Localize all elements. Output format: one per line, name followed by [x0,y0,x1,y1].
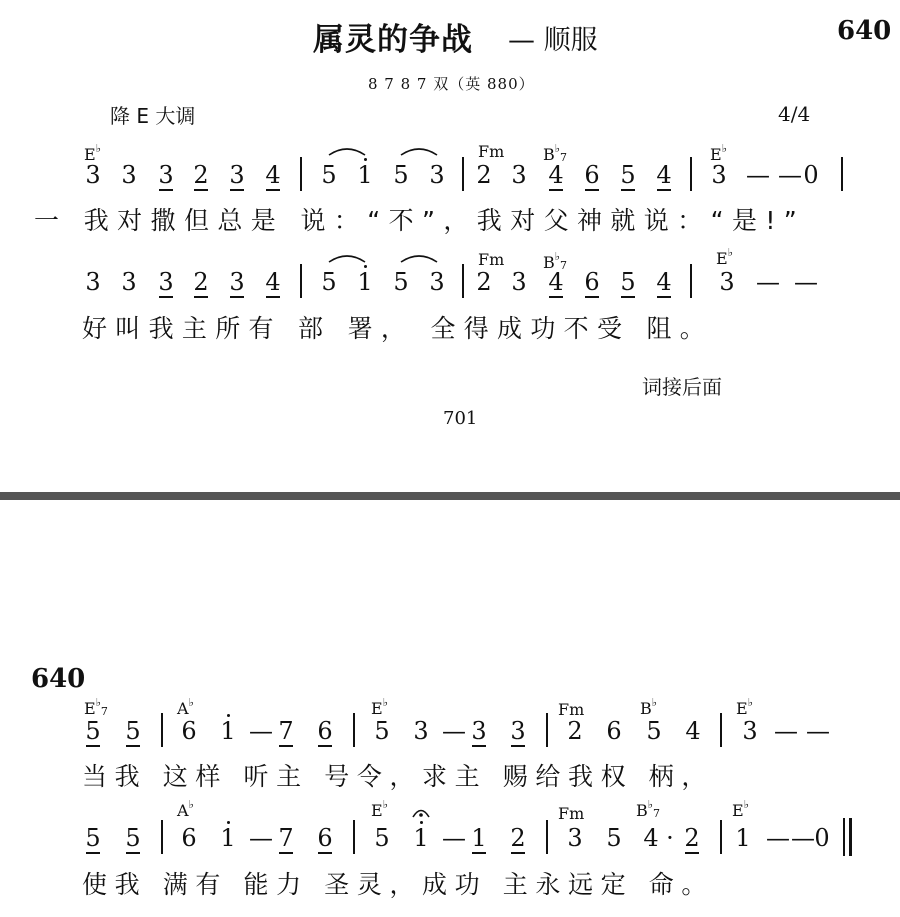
music-note: 3 [229,268,245,296]
music-note: 6 [317,717,333,745]
page-number: 701 [443,408,478,429]
music-note: 3 [158,268,174,296]
bar-line [546,820,548,854]
music-note: 5 [125,824,141,852]
octave-dot [227,714,230,717]
chord-eb: E♭ [736,696,753,718]
chord-eb7: $E^♭_7$ [84,696,108,718]
hymn-number: 640 [837,16,892,46]
music-note: 3 [121,161,137,189]
music-note: 5 [646,717,662,745]
music-note: 4 [265,161,281,189]
music-note: — [249,824,273,852]
music-note: 2 [510,824,526,852]
music-note: 3 [413,717,429,745]
music-note: 2 [193,268,209,296]
music-note: 4 [548,161,564,189]
music-note: 5 [321,161,337,189]
chord-fm: Fm [558,700,585,719]
music-note: 2 [193,161,209,189]
bar-line [300,264,302,298]
music-note: 3 [719,268,735,296]
music-note: 0 [814,824,830,852]
bar-line [546,713,548,747]
music-note: 3 [85,161,101,189]
bar-line [849,818,852,856]
music-note: — [249,717,273,745]
chord-bb7: $B^♭_7$ [543,250,567,272]
music-note: 3 [121,268,137,296]
music-note: 1 [356,163,374,187]
meter: 8 7 8 7 双（英 880） [368,75,535,93]
chord-fm: Fm [478,142,505,161]
fermata-icon [412,806,430,818]
music-note: 3 [742,717,758,745]
bar-line [353,820,355,854]
music-note: 2 [567,717,583,745]
music-note: 4 [685,717,701,745]
octave-dot [420,821,423,824]
music-note: — [766,824,790,852]
continuation-note: 词接后面 [642,375,722,399]
music-note: 5 [374,717,390,745]
chord-fm: Fm [558,804,585,823]
bar-line [720,713,722,747]
lyrics-line: 一 我对撒但总是 说：“不”，我对父神就说：“是!” [34,206,806,235]
hymn-title: 属灵的争战 [313,22,473,58]
music-note: 6 [584,161,600,189]
chord-bb7: $B^♭_7$ [543,142,567,164]
music-note: — [442,717,466,745]
time-signature: 4/4 [778,102,811,126]
music-note: 4 [656,161,672,189]
chord-ab: A♭ [177,696,194,718]
music-note: 0 [803,161,819,189]
chord-bb: B♭ [640,696,657,718]
music-note: 3 [429,161,445,189]
music-note: 6 [584,268,600,296]
bar-line [300,157,302,191]
slur [401,146,437,156]
music-note: — [778,161,802,189]
music-note: 1 [219,719,237,743]
chord-bb7: $B^♭_7$ [636,798,660,820]
music-note: — [746,161,770,189]
music-note: 5 [374,824,390,852]
page-divider [0,492,900,500]
music-note: — [756,268,780,296]
music-note: 5 [85,824,101,852]
music-note: 3 [511,161,527,189]
music-note: 7 [278,824,294,852]
slur [329,253,365,263]
bar-line [841,157,843,191]
music-note: 5 [620,161,636,189]
octave-dot [364,265,367,268]
chord-eb: E♭ [710,142,727,164]
lyrics-line: 好叫我主所有 部 署， 全得成功不受 阻。 [82,314,714,343]
music-note: 3 [471,717,487,745]
bar-line [720,820,722,854]
music-note: 6 [181,824,197,852]
music-note: 7 [278,717,294,745]
bar-line [690,264,692,298]
key-signature: 降 E 大调 [110,104,196,128]
bar-line [353,713,355,747]
bar-line [690,157,692,191]
bar-line [161,713,163,747]
hymn-subtitle: — 顺服 [508,25,598,56]
slur [329,146,365,156]
music-note: — [774,717,798,745]
music-note: 3 [158,161,174,189]
lyrics-line: 使我 满有 能力 圣灵，成功 主永远定 命。 [82,870,714,899]
slur [401,253,437,263]
chord-fm: Fm [478,250,505,269]
music-note: — [442,824,466,852]
bar-line [462,264,464,298]
music-note: 5 [85,717,101,745]
music-note: 4 [265,268,281,296]
octave-dot [227,821,230,824]
music-note: 2 [476,161,492,189]
chord-ab: A♭ [177,798,194,820]
music-note: 4 [656,268,672,296]
music-note: 5 [620,268,636,296]
chord-eb: E♭ [371,696,388,718]
music-note: 3 [567,824,583,852]
music-note: 1 [412,826,430,850]
music-note: 5 [125,717,141,745]
music-note: — [794,268,818,296]
music-note: 4 [548,268,564,296]
chord-eb: E♭ [371,798,388,820]
bar-line [462,157,464,191]
chord-eb: E♭ [716,246,733,268]
music-note: 3 [85,268,101,296]
music-note: · [666,824,674,852]
bar-line [161,820,163,854]
music-note: 1 [356,270,374,294]
music-note: 2 [684,824,700,852]
music-note: 6 [181,717,197,745]
music-note: 3 [429,268,445,296]
music-note: 3 [229,161,245,189]
music-note: 4 [643,824,659,852]
music-note: 5 [393,161,409,189]
music-note: 1 [735,824,751,852]
music-note: — [806,717,830,745]
octave-dot [364,158,367,161]
music-note: 6 [606,717,622,745]
music-note: 2 [476,268,492,296]
music-note: 3 [511,268,527,296]
bar-line [843,818,845,856]
music-note: 1 [471,824,487,852]
music-note: 1 [219,826,237,850]
music-note: — [791,824,815,852]
music-note: 5 [321,268,337,296]
chord-eb: E♭ [84,142,101,164]
music-note: 5 [393,268,409,296]
hymn-number: 640 [31,664,86,694]
music-note: 3 [510,717,526,745]
chord-eb: E♭ [732,798,749,820]
music-note: 5 [606,824,622,852]
lyrics-line: 当我 这样 听主 号令，求主 赐给我权 柄， [82,762,714,791]
music-note: 6 [317,824,333,852]
music-note: 3 [711,161,727,189]
